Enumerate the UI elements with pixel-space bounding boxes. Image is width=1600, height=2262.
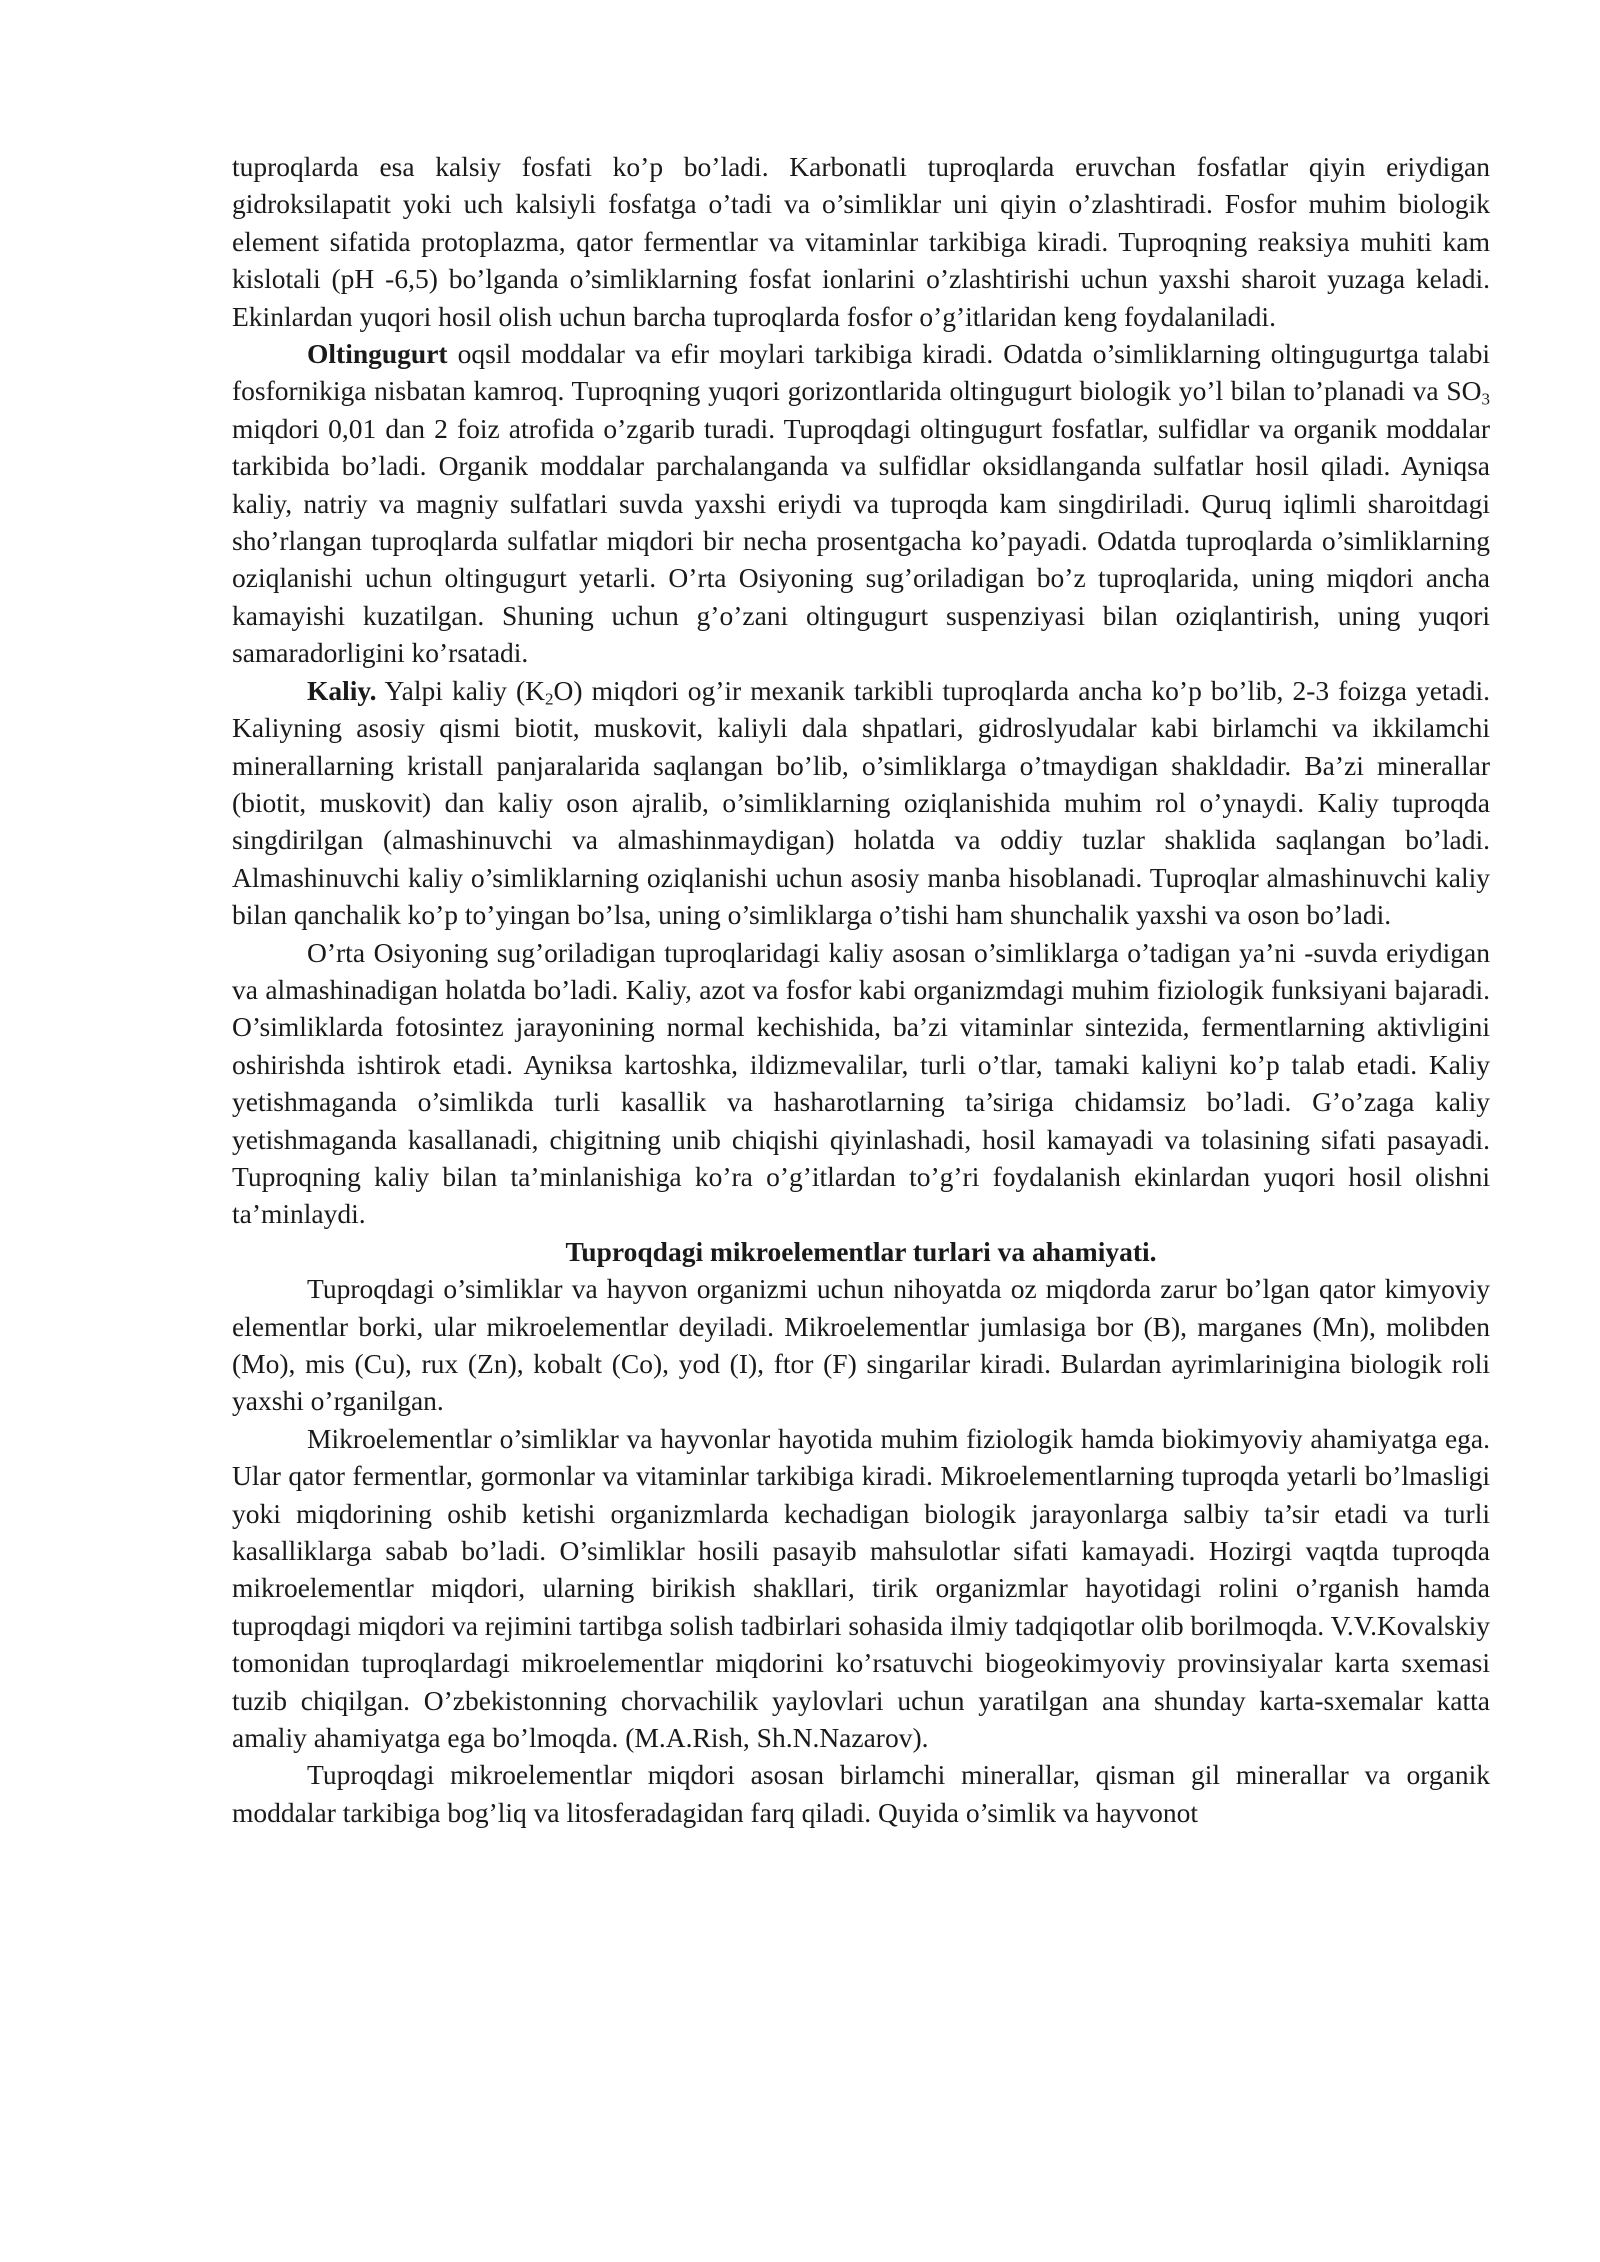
paragraph-sulfur-text-a: oqsil moddalar va efir moylari tarkibiga kiradi. Odatda o’simliklarning oltingugurtga talabi fosfornikiga nisbatan kamroq. Tuproqning yuqori gorizontlarida oltingugurt biologik yo’l bilan to’planadi va SO: [232, 338, 1490, 407]
paragraph-potassium-text-b: O) miqdori og’ir mexanik tarkibli tuproqlarda ancha ko’p bo’lib, 2-3 foizga yetadi. Kaliyning asosiy qismi biotit, muskovit, kaliyli dala shpatlari, gidroslyudalar kabi birlamchi va ikkilamchi minerallarning kristall panjaralarida saqlangan bo’lib, o’simliklarga o’tmaydigan shakldadir. Ba’zi minerallar (biotit, muskovit) dan kaliy oson ajralib, o’simliklarning oziqlanishida muhim rol o’ynaydi. Kaliy tuproqda singdirilgan (almashinuvchi va almashinmaydigan) holatda va oddiy tuzlar shaklida saqlangan bo’ladi. Almashinuvchi kaliy o’simliklarning oziqlanishi uchun asosiy manba hisoblanadi. Tuproqlar almashinuvchi kaliy bilan qanchalik ko’p to’yingan bo’lsa, uning o’simliklarga o’tishi ham shunchalik yaxshi va oson bo’ladi.: [232, 674, 1491, 931]
paragraph-potassium-central-asia: O’rta Osiyoning sug’oriladigan tuproqlaridagi kaliy asosan o’simliklarga o’tadigan ya’ni -suvda eriydigan va almashinadigan holatda bo’ladi. Kaliy, azot va fosfor kabi organizmdagi muhim fiziologik funksiyani bajaradi. O’simliklarda fotosintez jarayonining normal kechishida, ba’zi vitaminlar sintezida, fermentlarning aktivligini oshirishda ishtirok etadi. Ayniksa kartoshka, ildizmevalilar, turli o’tlar, tamaki kaliyni ko’p talab etadi. Kaliy yetishmaganda o’simlikda turli kasallik va hasharotlarning ta’siriga chidamsiz bo’ladi. G’o’zaga kaliy yetishmaganda kasallanadi, chigitning unib chiqishi qiyinlashadi, hosil kamayadi va tolasining sifati pasayadi. Tuproqning kaliy bilan ta’minlanishiga ko’ra o’g’itlardan to’g’ri foydalanish ekinlardan yuqori hosil olishni ta’minlaydi.: [232, 936, 1490, 1230]
paragraph-potassium-text-a: Yalpi kaliy (K: [376, 674, 546, 706]
term-potassium: Kaliy.: [307, 674, 377, 706]
k2o-subscript: 2: [545, 688, 554, 708]
paragraph-potassium: [232, 672, 1490, 934]
term-sulfur: Oltingugurt: [307, 338, 448, 370]
paragraph-microelements-importance: Mikroelementlar o’simliklar va hayvonlar hayotida muhim fiziologik hamda biokimyoviy ahamiyatga ega. Ular qator fermentlar, gormonlar va vitaminlar tarkibiga kiradi. Mikroelementlarning tuproqda yetarli bo’lmasligi yoki miqdorining oshib ketishi organizmlarda kechadigan biologik jarayonlarga salbiy ta’sir etadi va turli kasalliklarga sabab bo’ladi. O’simliklar hosili pasayib mahsulotlar sifati kamayadi. Hozirgi vaqtda tuproqda mikroelementlar miqdori, ularning birikish shakllari, tirik organizmlar hayotidagi rolini o’rganish hamda tuproqdagi miqdori va rejimini tartibga solish tadbirlari sohasida ilmiy tadqiqotlar olib borilmoqda. V.V.Kovalskiy tomonidan tuproqlardagi mikroelementlar miqdorini ko’rsatuvchi biogeokimyoviy provinsiyalar karta sxemasi tuzib chiqilgan. O’zbekistonning chorvachilik yaylovlari uchun yaratilgan ana shunday karta-sxemalar katta amaliy ahamiyatga ega bo’lmoqda. (M.A.Rish, Sh.N.Nazarov).: [232, 1422, 1490, 1754]
paragraph-phosphorus: tuproqlarda esa kalsiy fosfati ko’p bo’ladi. Karbonatli tuproqlarda eruvchan fosfatlar qiyin eriydigan gidroksilapatit yoki uch kalsiyli fosfatga o’tadi va o’simliklar uni qiyin o’zlashtiradi. Fosfor muhim biologik element sifatida protoplazma, qator fermentlar va vitaminlar tarkibiga kiradi. Tuproqning reaksiya muhiti kam kislotali (pH -6,5) bo’lganda o’simliklarning fosfat ionlarini o’zlashtirishi uchun yaxshi sharoit yuzaga keladi. Ekinlardan yuqori hosil olish uchun barcha tuproqlarda fosfor o’g’itlaridan keng foydalaniladi.: [232, 151, 1490, 332]
section-heading-microelements: Tuproqdagi mikroelementlar turlari va ahamiyati.: [565, 1235, 1157, 1267]
paragraph-sulfur: [232, 335, 1490, 672]
paragraph-microelements-content: Tuproqdagi mikroelementlar miqdori asosan birlamchi minerallar, qisman gil minerallar va organik moddalar tarkibiga bog’liq va litosferadagidan farq qiladi. Quyida o’simlik va hayvonot: [232, 1759, 1490, 1828]
paragraph-microelements-definition: Tuproqdagi o’simliklar va hayvon organizmi uchun nihoyatda oz miqdorda zarur bo’lgan qator kimyoviy elementlar borki, ular mikroelementlar deyiladi. Mikroelementlar jumlasiga bor (B), marganes (Mn), molibden (Mo), mis (Cu), rux (Zn), kobalt (Co), yod (I), ftor (F) singarilar kiradi. Bulardan ayrimlarinigina biologik roli yaxshi o’rganilgan.: [232, 1273, 1490, 1417]
document-page: [232, 148, 1490, 1831]
paragraph-sulfur-text-b: miqdori 0,01 dan 2 foiz atrofida o’zgarib turadi. Tuproqdagi oltingugurt fosfatlar, sulfidlar va organik moddalar tarkibida bo’ladi. Organik moddalar parchalanganda va sulfidlar oksidlanganda sulfatlar hosil qiladi. Ayniqsa kaliy, natriy va magniy sulfatlari suvda yaxshi eriydi va tuproqda kam singdiriladi. Quruq iqlimli sharoitdagi sho’rlangan tuproqlarda sulfatlar miqdori bir necha prosentgacha ko’payadi. Odatda tuproqlarda o’simliklarning oziqlanishi uchun oltingugurt yetarli. O’rta Osiyoning sug’oriladigan bo’z tuproqlarida, uning miqdori ancha kamayishi kuzatilgan. Shuning uchun g’o’zani oltingugurt suspenziyasi bilan oziqlantirish, uning yuqori samaradorligini ko’rsatadi.: [232, 412, 1490, 669]
so3-subscript: 3: [1481, 389, 1490, 409]
